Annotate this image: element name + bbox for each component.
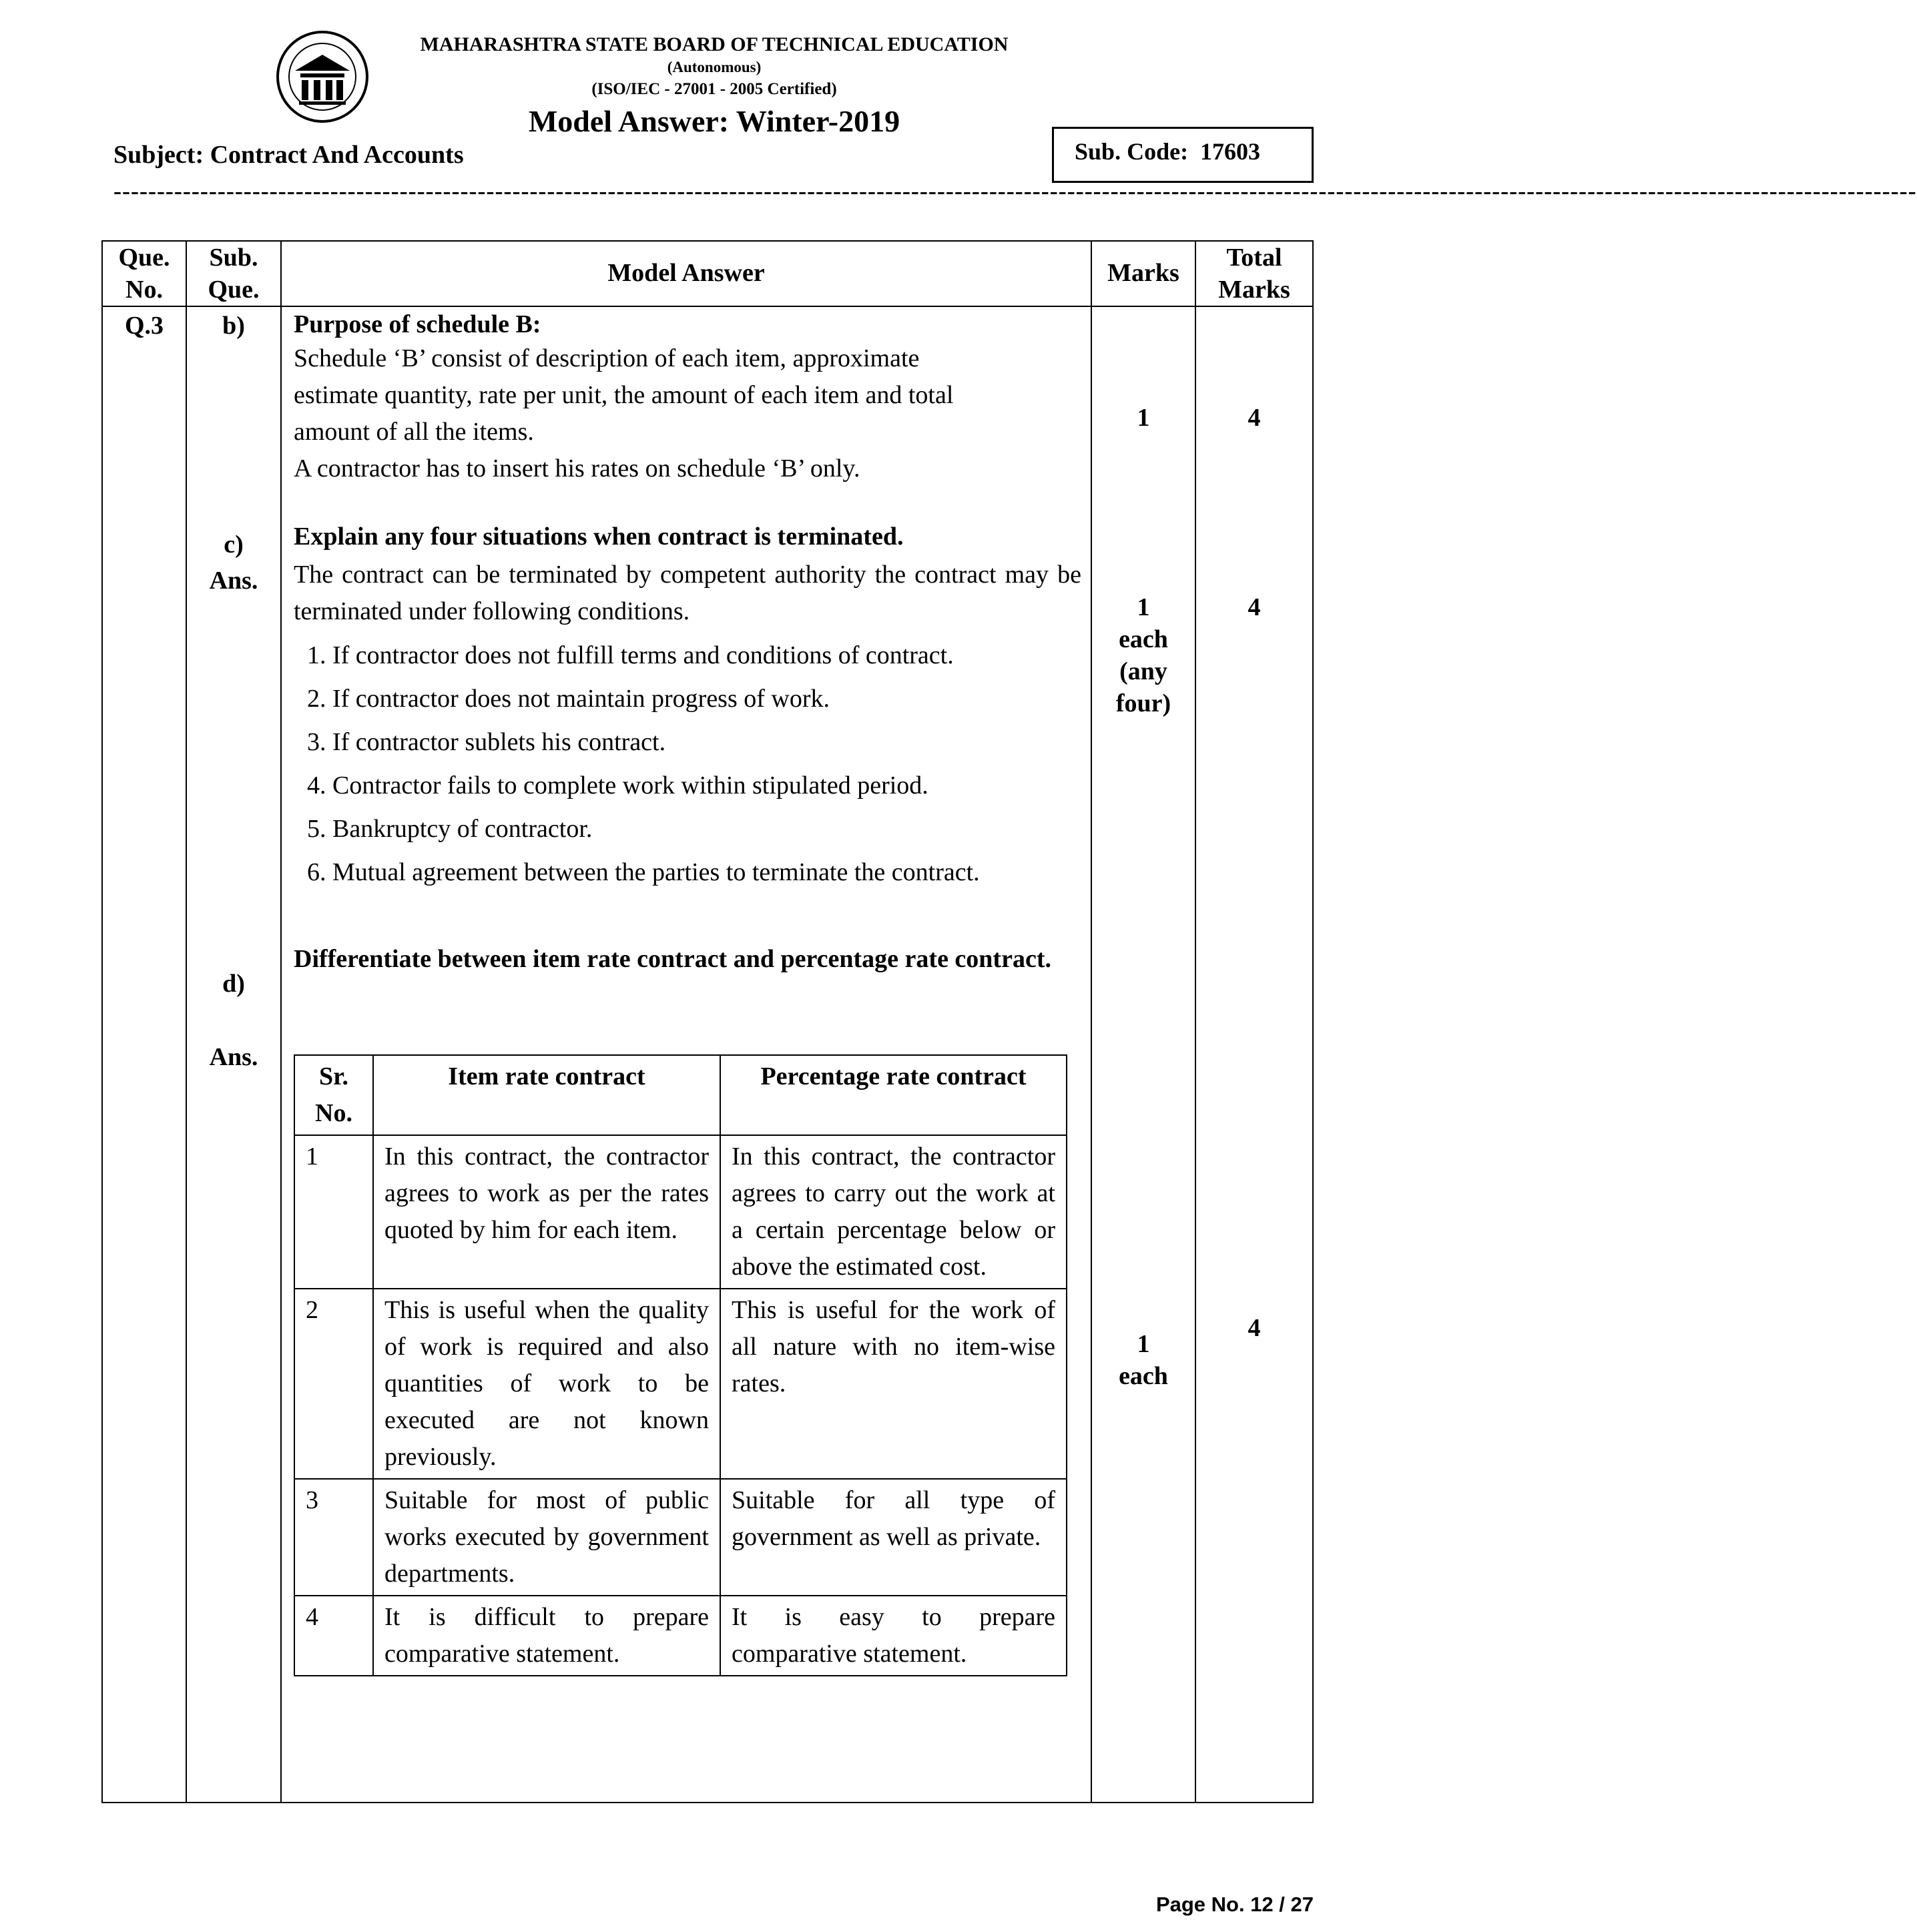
table-header-row <box>294 1055 1067 1135</box>
sub-label-c: c) <box>224 531 244 559</box>
list-item: 2. If contractor does not maintain progress of work. <box>332 677 1081 721</box>
iso-certification: (ISO/IEC - 27001 - 2005 Certified) <box>591 80 837 98</box>
heading-c: Explain any four situations when contract is terminated. <box>294 523 904 551</box>
table-row: 4 It is difficult to prepare comparative statement. It is easy to prepare comparative statement. <box>294 1596 1067 1676</box>
sub-code: Sub. Code: 17603 <box>1075 138 1261 165</box>
termination-list <box>294 634 1081 894</box>
answer-b-line: Schedule ‘B’ consist of description of each item, approximate <box>294 344 920 372</box>
sub-label-d: d) <box>222 970 245 998</box>
list-item: 1. If contractor does not fulfill terms and conditions of contract. <box>332 634 1081 677</box>
comparison-table <box>294 1054 1067 1676</box>
table-row: 1 In this contract, the contractor agrees to work as per the rates quoted by him for each item. In this contract, the contractor agrees to carry out the work at a certain percentage below or above the estimated cost. <box>294 1135 1067 1289</box>
col-percentage-rate: Percentage rate contract <box>720 1055 1067 1135</box>
answer-b-line: amount of all the items. <box>294 418 534 446</box>
page-number: Page No. 12 / 27 <box>1155 1893 1314 1916</box>
sub-label-b: b) <box>222 312 245 340</box>
col-item-rate: Item rate contract <box>373 1055 720 1135</box>
ans-label-d: Ans. <box>209 1043 258 1071</box>
answer-c <box>294 521 1081 894</box>
answer-b-line: A contractor has to insert his rates on schedule ‘B’ only. <box>294 454 860 482</box>
marks-c: 1 each (any four) <box>1115 593 1171 717</box>
document-title: Model Answer: Winter-2019 <box>528 104 900 138</box>
dashed-divider: ---------------------------------------------------------------------------------------------------------------------------------------------------------------------------------------------------------------- <box>113 178 1917 204</box>
subject-label: Subject: Contract And Accounts <box>113 141 464 169</box>
answer-c-intro: The contract can be terminated by competent authority the contract may be terminated under following conditions. <box>294 561 1081 625</box>
question-number: Q.3 <box>124 312 164 340</box>
answer-b <box>294 308 1081 487</box>
list-item: 4. Contractor fails to complete work within stipulated period. <box>332 764 1081 808</box>
table-row: 2 This is useful when the quality of work is required and also quantities of work to be executed are not known previously. This is useful for the work of all nature with no item-wise rates. <box>294 1289 1067 1479</box>
list-item: 5. Bankruptcy of contractor. <box>332 808 1081 851</box>
header-marks: Marks <box>1107 259 1179 287</box>
marks-d: 1 each <box>1119 1330 1168 1390</box>
header-model-answer: Model Answer <box>607 259 765 287</box>
answer-b-line: estimate quantity, rate per unit, the amount of each item and total <box>294 381 954 409</box>
heading-d: Differentiate between item rate contract and percentage rate contract. <box>294 945 1051 973</box>
total-c: 4 <box>1248 593 1261 621</box>
total-b: 4 <box>1248 404 1261 432</box>
msbte-logo <box>275 29 370 124</box>
list-item: 6. Mutual agreement between the parties to terminate the contract. <box>332 851 1081 894</box>
heading-b: Purpose of schedule B: <box>294 310 541 338</box>
list-item: 3. If contractor sublets his contract. <box>332 721 1081 764</box>
col-sr-no: Sr. No. <box>294 1055 373 1135</box>
header-que-no: Que. No. <box>118 244 170 304</box>
marks-b: 1 <box>1137 404 1150 432</box>
ans-label-c: Ans. <box>209 567 258 595</box>
autonomous-label: (Autonomous) <box>667 59 762 75</box>
board-name: MAHARASHTRA STATE BOARD OF TECHNICAL EDUCATION <box>420 33 1009 55</box>
table-row: 3 Suitable for most of public works executed by government departments. Suitable for all type of government as well as private. <box>294 1479 1067 1596</box>
header-total-marks: Total Marks <box>1218 244 1290 304</box>
header-sub-que: Sub. Que. <box>208 244 260 304</box>
total-d: 4 <box>1248 1314 1261 1342</box>
